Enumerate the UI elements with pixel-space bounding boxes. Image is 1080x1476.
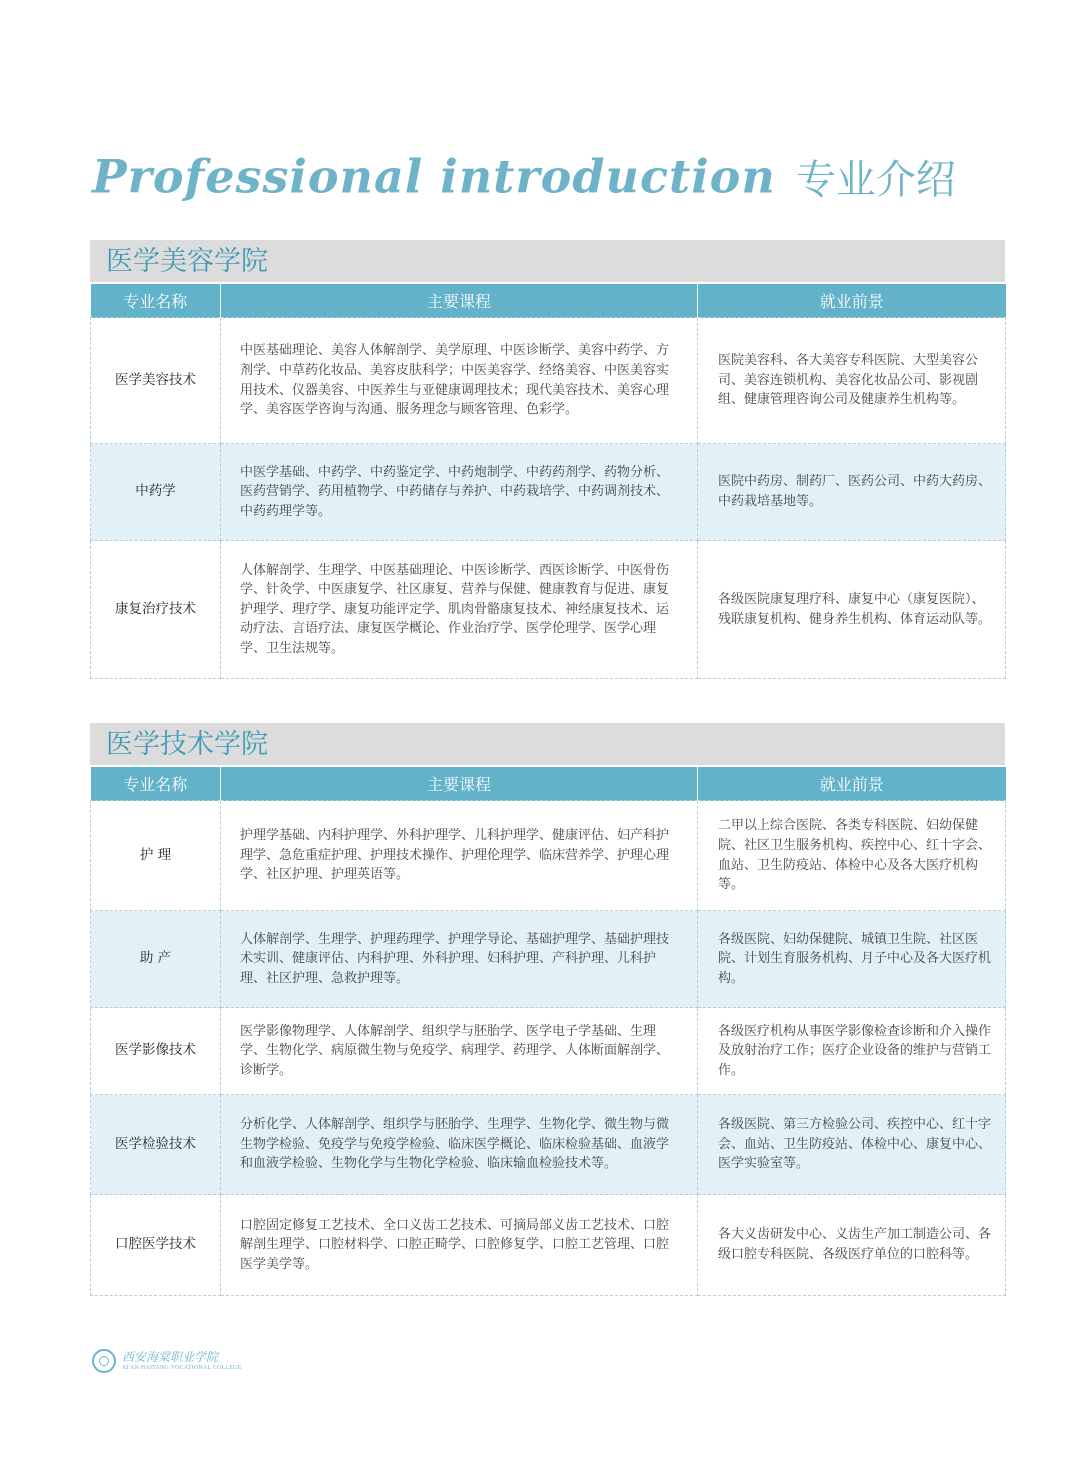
table-row — [91, 1095, 1006, 1195]
major-courses: 人体解剖学、生理学、护理药理学、护理学导论、基础护理学、基础护理技术实训、健康评估、内科护理、外科护理、妇科护理、产科护理、儿科护理、社区护理、急救护理等。 — [221, 911, 698, 1008]
major-jobs: 各级医疗机构从事医学影像检查诊断和介入操作及放射治疗工作；医疗企业设备的维护与营销工作。 — [698, 1008, 1006, 1095]
major-jobs: 各大义齿研发中心、义齿生产加工制造公司、各级口腔专科医院、各级医疗单位的口腔科等。 — [698, 1195, 1006, 1296]
major-table — [90, 767, 1006, 1296]
page-title — [92, 148, 956, 218]
section-title: 医学美容学院 — [90, 240, 1005, 282]
page-title-en: Professional introduction — [92, 149, 776, 204]
column-header-jobs: 就业前景 — [698, 284, 1006, 318]
college-name-en: XI'AN HAITANG VOCATIONAL COLLEGE — [122, 1365, 242, 1371]
major-jobs: 各级医院康复理疗科、康复中心（康复医院）、残联康复机构、健身养生机构、体育运动队等。 — [698, 541, 1006, 679]
major-jobs: 二甲以上综合医院、各类专科医院、妇幼保健院、社区卫生服务机构、疾控中心、红十字会、血站、卫生防疫站、体检中心及各大医疗机构等。 — [698, 801, 1006, 911]
major-name: 助 产 — [91, 911, 221, 1008]
major-name: 医学检验技术 — [91, 1095, 221, 1195]
section-medical-technology — [90, 723, 1005, 1296]
college-name-cn: 西安海棠职业学院 — [122, 1350, 219, 1364]
table-row — [91, 318, 1006, 444]
footer-logo — [92, 1349, 242, 1373]
table-row — [91, 801, 1006, 911]
section-title: 医学技术学院 — [90, 723, 1005, 765]
table-row — [91, 911, 1006, 1008]
column-header-courses: 主要课程 — [221, 767, 698, 801]
major-courses: 口腔固定修复工艺技术、全口义齿工艺技术、可摘局部义齿工艺技术、口腔解剖生理学、口腔材料学、口腔正畸学、口腔修复学、口腔工艺管理、口腔医学美学等。 — [221, 1195, 698, 1296]
major-name: 护 理 — [91, 801, 221, 911]
major-name: 医学美容技术 — [91, 318, 221, 444]
table-row — [91, 541, 1006, 679]
college-emblem-icon — [92, 1349, 116, 1373]
major-table — [90, 284, 1006, 679]
college-logo-text — [122, 1350, 242, 1372]
column-header-jobs: 就业前景 — [698, 767, 1006, 801]
column-header-major: 专业名称 — [91, 767, 221, 801]
major-jobs: 医院中药房、制药厂、医药公司、中药大药房、中药栽培基地等。 — [698, 444, 1006, 541]
major-name: 口腔医学技术 — [91, 1195, 221, 1296]
column-header-major: 专业名称 — [91, 284, 221, 318]
major-jobs: 各级医院、第三方检验公司、疾控中心、红十字会、血站、卫生防疫站、体检中心、康复中心、医学实验室等。 — [698, 1095, 1006, 1195]
page-title-zh: 专业介绍 — [795, 157, 956, 203]
major-jobs: 医院美容科、各大美容专科医院、大型美容公司、美容连锁机构、美容化妆品公司、影视剧组、健康管理咨询公司及健康养生机构等。 — [698, 318, 1006, 444]
table-row — [91, 1008, 1006, 1095]
major-jobs: 各级医院、妇幼保健院、城镇卫生院、社区医院、计划生育服务机构、月子中心及各大医疗机构。 — [698, 911, 1006, 1008]
major-courses: 中医学基础、中药学、中药鉴定学、中药炮制学、中药药剂学、药物分析、医药营销学、药用植物学、中药储存与养护、中药栽培学、中药调剂技术、中药药理学等。 — [221, 444, 698, 541]
major-name: 医学影像技术 — [91, 1008, 221, 1095]
major-courses: 人体解剖学、生理学、中医基础理论、中医诊断学、西医诊断学、中医骨伤学、针灸学、中医康复学、社区康复、营养与保健、健康教育与促进、康复护理学、理疗学、康复功能评定学、肌肉骨骼康复技术、神经康复技术、运动疗法、言语疗法、康复医学概论、作业治疗学、医学伦理学、医学心理学、卫生法规等。 — [221, 541, 698, 679]
table-header-row — [91, 284, 1006, 318]
table-row — [91, 444, 1006, 541]
major-name: 中药学 — [91, 444, 221, 541]
table-header-row — [91, 767, 1006, 801]
major-courses: 医学影像物理学、人体解剖学、组织学与胚胎学、医学电子学基础、生理学、生物化学、病原微生物与免疫学、病理学、药理学、人体断面解剖学、诊断学。 — [221, 1008, 698, 1095]
major-courses: 分析化学、人体解剖学、组织学与胚胎学、生理学、生物化学、微生物与微生物学检验、免疫学与免疫学检验、临床医学概论、临床检验基础、血液学和血液学检验、生物化学与生物化学检验、临床输血检验技术等。 — [221, 1095, 698, 1195]
column-header-courses: 主要课程 — [221, 284, 698, 318]
major-name: 康复治疗技术 — [91, 541, 221, 679]
major-courses: 护理学基础、内科护理学、外科护理学、儿科护理学、健康评估、妇产科护理学、急危重症护理、护理技术操作、护理伦理学、临床营养学、护理心理学、社区护理、护理英语等。 — [221, 801, 698, 911]
major-courses: 中医基础理论、美容人体解剖学、美学原理、中医诊断学、美容中药学、方剂学、中草药化妆品、美容皮肤科学；中医美容学、经络美容、中医美容实用技术、仪器美容、中医养生与亚健康调理技术；现代美容技术、美容心理学、美容医学咨询与沟通、服务理念与顾客管理、色彩学。 — [221, 318, 698, 444]
section-medical-beauty — [90, 240, 1005, 679]
table-row — [91, 1195, 1006, 1296]
